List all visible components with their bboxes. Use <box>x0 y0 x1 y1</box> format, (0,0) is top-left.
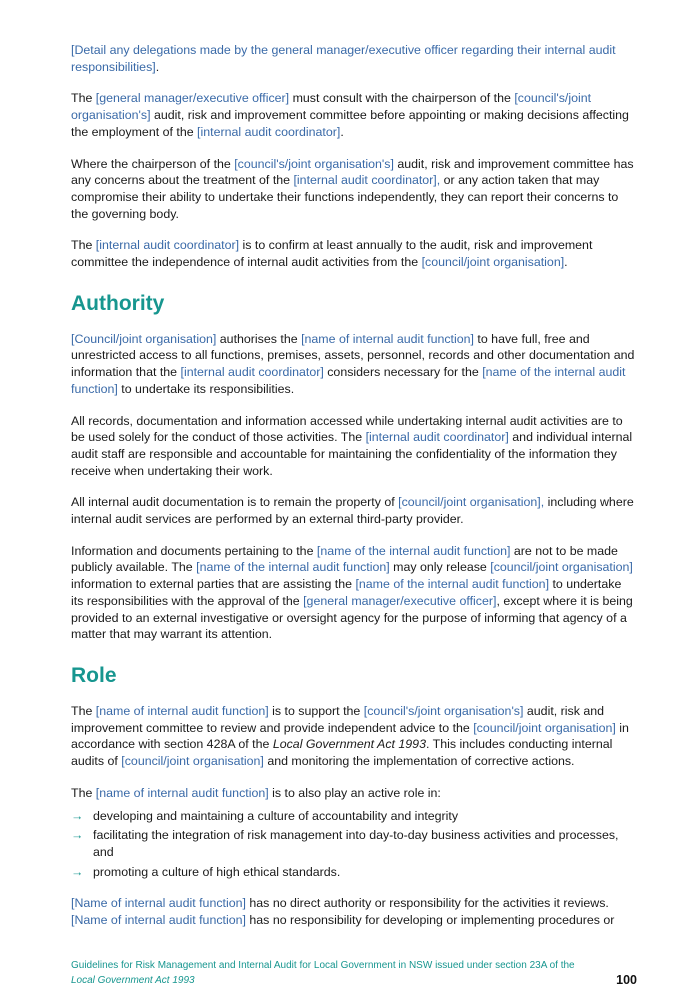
body-text: . <box>564 255 568 270</box>
body-text: to undertake its responsibilities with the approval of the <box>71 577 622 608</box>
body-text: authorises the <box>216 331 302 346</box>
body-text: , except where it is being provided to an external investigative or oversight agency for the purpose of informing that agency of a matter that may warrant its attention. <box>71 593 633 642</box>
placeholder-text: [council/joint organisation] <box>421 255 565 270</box>
arrow-right-icon: → <box>71 808 84 823</box>
list-item <box>71 808 637 825</box>
body-text: The <box>71 703 96 718</box>
footer-body: Guidelines for Risk Management and Internal Audit for Local Government in NSW issued under section 23A of the <box>71 960 575 971</box>
body-text: is to confirm at least annually to the audit, risk and improvement committee the independence of internal audit activities from the <box>71 238 593 270</box>
authority-property-paragraph <box>71 494 637 527</box>
body-text: to have full, free and unrestricted access to all functions, premises, assets, personnel, records and other documentation and information that the <box>71 331 635 380</box>
body-text: may only release <box>389 560 491 575</box>
role-intro-paragraph <box>71 785 637 802</box>
body-text: information to external parties that are assisting the <box>71 577 356 592</box>
page-number: 100 <box>616 973 637 987</box>
body-text: The <box>71 785 96 800</box>
consult-paragraph <box>71 90 637 140</box>
placeholder-text: [name of the internal audit function] <box>355 577 550 592</box>
body-text: is to also play an active role in: <box>268 785 441 800</box>
body-text: . <box>340 124 344 139</box>
body-text: audit, risk and improvement committee has any concerns about the treatment of the <box>71 156 634 188</box>
placeholder-text: [name of internal audit function] <box>95 785 269 800</box>
body-text: has no direct authority or responsibility for the activities it reviews. <box>245 896 609 911</box>
placeholder-text: [council/joint organisation] <box>473 720 616 735</box>
independence-paragraph <box>71 237 637 270</box>
body-text: All internal audit documentation is to remain the property of <box>71 495 399 510</box>
placeholder-text: [name of the internal audit function] <box>71 365 626 396</box>
placeholder-text: [internal audit coordinator], <box>293 173 441 188</box>
arrow-right-icon: → <box>71 828 84 843</box>
placeholder-text: [council/joint organisation] <box>490 560 633 575</box>
body-text: The <box>71 238 96 253</box>
placeholder-text: [council/joint organisation], <box>398 495 545 510</box>
list-item-text: promoting a culture of high ethical standards. <box>93 864 341 879</box>
body-text: All records, documentation and information accessed while undertaking internal audit activities are to be used solely for the conduct of those activities. The <box>71 413 623 445</box>
role-responsibility-paragraph <box>71 895 637 928</box>
body-text: must consult with the chairperson of the <box>289 91 515 106</box>
placeholder-text: [name of internal audit function] <box>301 331 474 346</box>
placeholder-text: [Name of internal audit function] <box>71 913 246 928</box>
placeholder-text: [general manager/executive officer] <box>95 91 290 106</box>
authority-release-paragraph <box>71 543 637 643</box>
delegations-paragraph <box>71 42 637 75</box>
placeholder-text: [internal audit coordinator] <box>365 430 509 445</box>
list-item <box>71 827 637 860</box>
body-text: audit, risk and improvement committee to review and provide independent advice to the <box>71 703 605 735</box>
role-bullet-list <box>71 808 637 881</box>
placeholder-text: [name of the internal audit function] <box>196 560 390 575</box>
body-text: has no responsibility for developing or implementing procedures or <box>245 913 615 928</box>
body-text: . <box>155 59 160 74</box>
placeholder-text: [Name of internal audit function] <box>71 896 246 911</box>
body-text: Information and documents pertaining to the <box>71 543 317 558</box>
page-content <box>71 42 637 944</box>
placeholder-text: [Detail any delegations made by the general manager/executive officer regarding their internal audit responsibilities] <box>71 43 616 74</box>
body-text: . This includes conducting internal audits of <box>71 737 613 769</box>
authority-access-paragraph <box>71 331 637 398</box>
placeholder-text: [internal audit coordinator] <box>180 365 324 380</box>
body-text: in accordance with section 428A of the <box>71 720 629 752</box>
page-footer <box>71 958 637 990</box>
role-support-paragraph <box>71 703 637 770</box>
placeholder-text: [Council/joint organisation] <box>71 331 217 346</box>
placeholder-text: [general manager/executive officer] <box>303 593 497 608</box>
placeholder-text: [council's/joint organisation's] <box>363 703 524 718</box>
body-text: and monitoring the implementation of corrective actions. <box>263 754 575 769</box>
body-text: to undertake its responsibilities. <box>117 381 295 396</box>
body-text: are not to be made publicly available. The <box>71 543 618 575</box>
placeholder-text: [council's/joint organisation's] <box>234 156 394 171</box>
footer-text <box>71 958 591 988</box>
list-item-text: facilitating the integration of risk management into day-to-day business activities and processes, and <box>93 828 619 859</box>
role-heading: Role <box>71 663 117 687</box>
body-text: or any action taken that may compromise their ability to undertake their functions independently, they can report their concerns to the governing body. <box>71 173 619 221</box>
act-title: Local Government Act 1993 <box>272 737 426 752</box>
body-text: including where internal audit services are performed by an external third-party provider. <box>71 495 634 527</box>
body-text: is to support the <box>268 703 364 718</box>
authority-heading: Authority <box>71 291 165 315</box>
placeholder-text: [name of internal audit function] <box>95 703 269 718</box>
footer-act-title: Local Government Act 1993 <box>71 975 195 986</box>
list-item <box>71 864 637 881</box>
body-text: and individual internal audit staff are responsible and accountable for maintaining the confidentiality of the information they receive when undertaking their work. <box>71 430 633 478</box>
placeholder-text: [name of the internal audit function] <box>316 543 511 558</box>
authority-confidentiality-paragraph <box>71 413 637 480</box>
body-text: The <box>71 91 96 106</box>
placeholder-text: [internal audit coordinator] <box>95 238 240 253</box>
placeholder-text: [council's/joint organisation's] <box>71 91 592 123</box>
placeholder-text: [internal audit coordinator] <box>197 124 341 139</box>
body-text: audit, risk and improvement committee before appointing or making decisions affecting the employment of the <box>71 108 629 139</box>
body-text: considers necessary for the <box>323 365 483 380</box>
concerns-paragraph <box>71 156 637 223</box>
body-text: Where the chairperson of the <box>71 156 235 171</box>
list-item-text: developing and maintaining a culture of accountability and integrity <box>93 808 459 823</box>
placeholder-text: [council/joint organisation] <box>121 754 264 769</box>
arrow-right-icon: → <box>71 864 84 879</box>
